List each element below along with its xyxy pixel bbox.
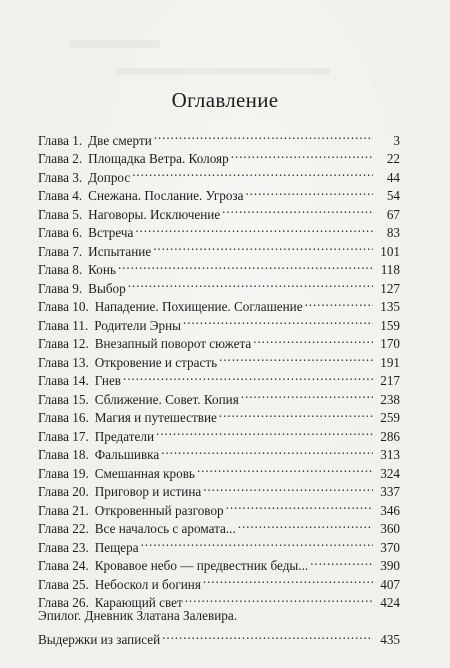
chapter-title: Откровенный разговор (94, 502, 224, 518)
chapter-number: Глава 25. (38, 576, 89, 592)
toc-entry (38, 311, 400, 333)
chapter-number: Глава 17. (38, 428, 89, 444)
show-through-text (115, 68, 330, 75)
page-number: 127 (380, 280, 400, 296)
page-title: Оглавление (171, 88, 279, 112)
dot-leader (128, 274, 373, 293)
chapter-number: Глава 6. (38, 225, 83, 240)
chapter-number: Глава 21. (38, 502, 89, 518)
chapter-title: Родители Эрны (94, 317, 182, 333)
dot-leader (154, 126, 373, 145)
dot-leader (161, 441, 373, 460)
toc-entry (38, 145, 400, 164)
dot-leader (245, 182, 373, 201)
dot-leader (203, 570, 373, 589)
page-number: 337 (380, 484, 400, 499)
toc-entry (38, 219, 400, 238)
table-of-contents (38, 126, 400, 647)
chapter-title: Карающий свет (94, 595, 183, 610)
page-number: 118 (380, 262, 400, 277)
page-number: 346 (380, 502, 400, 518)
chapter-title: Внезапный поворот сюжета (94, 336, 252, 351)
chapter-title: Смешанная кровь (94, 465, 195, 481)
chapter-title: Испытание (88, 243, 152, 259)
chapter-number: Глава 26. (38, 595, 89, 610)
chapter-title: Сближение. Совет. Копия (94, 391, 239, 407)
epilogue-title: Эпилог. Дневник Златана Залевира. (38, 608, 238, 623)
toc-entry (38, 570, 400, 592)
chapter-title: Все началось с аромата... (94, 521, 236, 536)
dot-leader (310, 552, 373, 571)
toc-entry (38, 293, 400, 312)
epilogue-subtitle: Выдержки из записей (38, 632, 161, 647)
page-number: 54 (386, 188, 400, 203)
page-number: 407 (380, 576, 400, 592)
toc-entry (38, 422, 400, 444)
chapter-title: Нападение. Похищение. Соглашение (94, 299, 303, 314)
page-number: 324 (380, 465, 400, 481)
toc-entry (38, 496, 400, 518)
page-number: 170 (380, 336, 400, 351)
toc-entry (38, 330, 400, 349)
toc-entry-epilogue-cont (38, 626, 400, 645)
toc-entry (38, 441, 400, 460)
chapter-number: Глава 9. (38, 280, 83, 296)
chapter-number: Глава 10. (38, 299, 89, 314)
toc-entry (38, 163, 400, 185)
chapter-number: Глава 12. (38, 336, 89, 351)
chapter-number: Глава 19. (38, 465, 89, 481)
toc-entry (38, 200, 400, 222)
chapter-number: Глава 11. (38, 317, 89, 333)
dot-leader (141, 533, 373, 552)
dot-leader (219, 348, 373, 367)
page-number: 259 (380, 410, 400, 425)
dot-leader (185, 589, 373, 608)
toc-entry (38, 182, 400, 201)
chapter-number: Глава 16. (38, 410, 89, 425)
toc-entry (38, 515, 400, 534)
toc-entry (38, 478, 400, 497)
chapter-title: Снежана. Послание. Угроза (88, 188, 244, 203)
page-number: 313 (380, 447, 400, 462)
dot-leader (123, 367, 373, 386)
toc-entry (38, 367, 400, 386)
page-number: 44 (386, 169, 400, 185)
toc-entry-epilogue (38, 607, 400, 626)
page-number: 3 (393, 132, 400, 148)
toc-entry (38, 126, 400, 148)
chapter-title: Фальшивка (94, 447, 160, 462)
toc-entry (38, 533, 400, 555)
toc-entry (38, 256, 400, 275)
chapter-title: Встреча (88, 225, 134, 240)
toc-entry (38, 237, 400, 259)
chapter-number: Глава 23. (38, 539, 89, 555)
chapter-number: Глава 24. (38, 558, 89, 573)
dot-leader (135, 219, 373, 238)
chapter-title: Предатели (94, 428, 155, 444)
chapter-number: Глава 15. (38, 391, 89, 407)
show-through-text (70, 40, 160, 48)
page-number: 435 (380, 632, 400, 647)
page-number: 191 (380, 354, 400, 370)
dot-leader (118, 256, 373, 275)
chapter-title: Магия и путешествие (94, 410, 217, 425)
dot-leader (162, 626, 373, 645)
dot-leader (305, 293, 373, 312)
page-number: 83 (386, 225, 400, 240)
chapter-number: Глава 8. (38, 262, 83, 277)
toc-entry (38, 589, 400, 608)
page-number: 286 (380, 428, 400, 444)
chapter-number: Глава 18. (38, 447, 89, 462)
dot-leader (231, 145, 373, 164)
dot-leader (156, 422, 373, 441)
page-number: 135 (380, 299, 400, 314)
chapter-number: Глава 1. (38, 132, 83, 148)
chapter-number: Глава 13. (38, 354, 89, 370)
dot-leader (253, 330, 373, 349)
dot-leader (241, 385, 373, 404)
page-number: 238 (380, 391, 400, 407)
chapter-title: Площадка Ветра. Колояр (88, 151, 229, 166)
dot-leader (153, 237, 373, 256)
chapter-title: Две смерти (88, 132, 152, 148)
page-number: 22 (386, 151, 400, 166)
dot-leader (222, 200, 373, 219)
page-number: 217 (380, 373, 400, 388)
toc-entry (38, 385, 400, 407)
dot-leader (203, 478, 373, 497)
page-number: 360 (380, 521, 400, 536)
chapter-number: Глава 5. (38, 206, 83, 222)
toc-entry (38, 274, 400, 296)
toc-entry (38, 552, 400, 571)
chapter-title: Конь (88, 262, 116, 277)
chapter-title: Выбор (88, 280, 126, 296)
toc-entry (38, 459, 400, 481)
dot-leader (219, 404, 373, 423)
chapter-title: Приговор и истина (94, 484, 202, 499)
page-number: 424 (380, 595, 400, 610)
chapter-number: Глава 14. (38, 373, 89, 388)
chapter-title: Небоскол и богиня (94, 576, 201, 592)
page-number: 370 (380, 539, 400, 555)
chapter-title: Наговоры. Исключение (88, 206, 221, 222)
chapter-number: Глава 7. (38, 243, 83, 259)
page-number: 159 (380, 317, 400, 333)
dot-leader (226, 496, 373, 515)
chapter-number: Глава 2. (38, 151, 83, 166)
page-number: 67 (386, 206, 400, 222)
dot-leader (183, 311, 373, 330)
chapter-number: Глава 4. (38, 188, 83, 203)
chapter-title: Допрос (88, 169, 131, 185)
chapter-title: Кровавое небо — предвестник беды... (94, 558, 309, 573)
toc-entry (38, 404, 400, 423)
chapter-number: Глава 22. (38, 521, 89, 536)
page-number: 390 (380, 558, 400, 573)
chapter-number: Глава 20. (38, 484, 89, 499)
chapter-number: Глава 3. (38, 169, 83, 185)
page-number: 101 (380, 243, 400, 259)
dot-leader (197, 459, 373, 478)
chapter-title: Пещера (94, 539, 139, 555)
chapter-title: Откровение и страсть (94, 354, 218, 370)
toc-entry (38, 348, 400, 370)
chapter-title: Гнев (94, 373, 122, 388)
dot-leader (132, 163, 373, 182)
dot-leader (238, 515, 373, 534)
